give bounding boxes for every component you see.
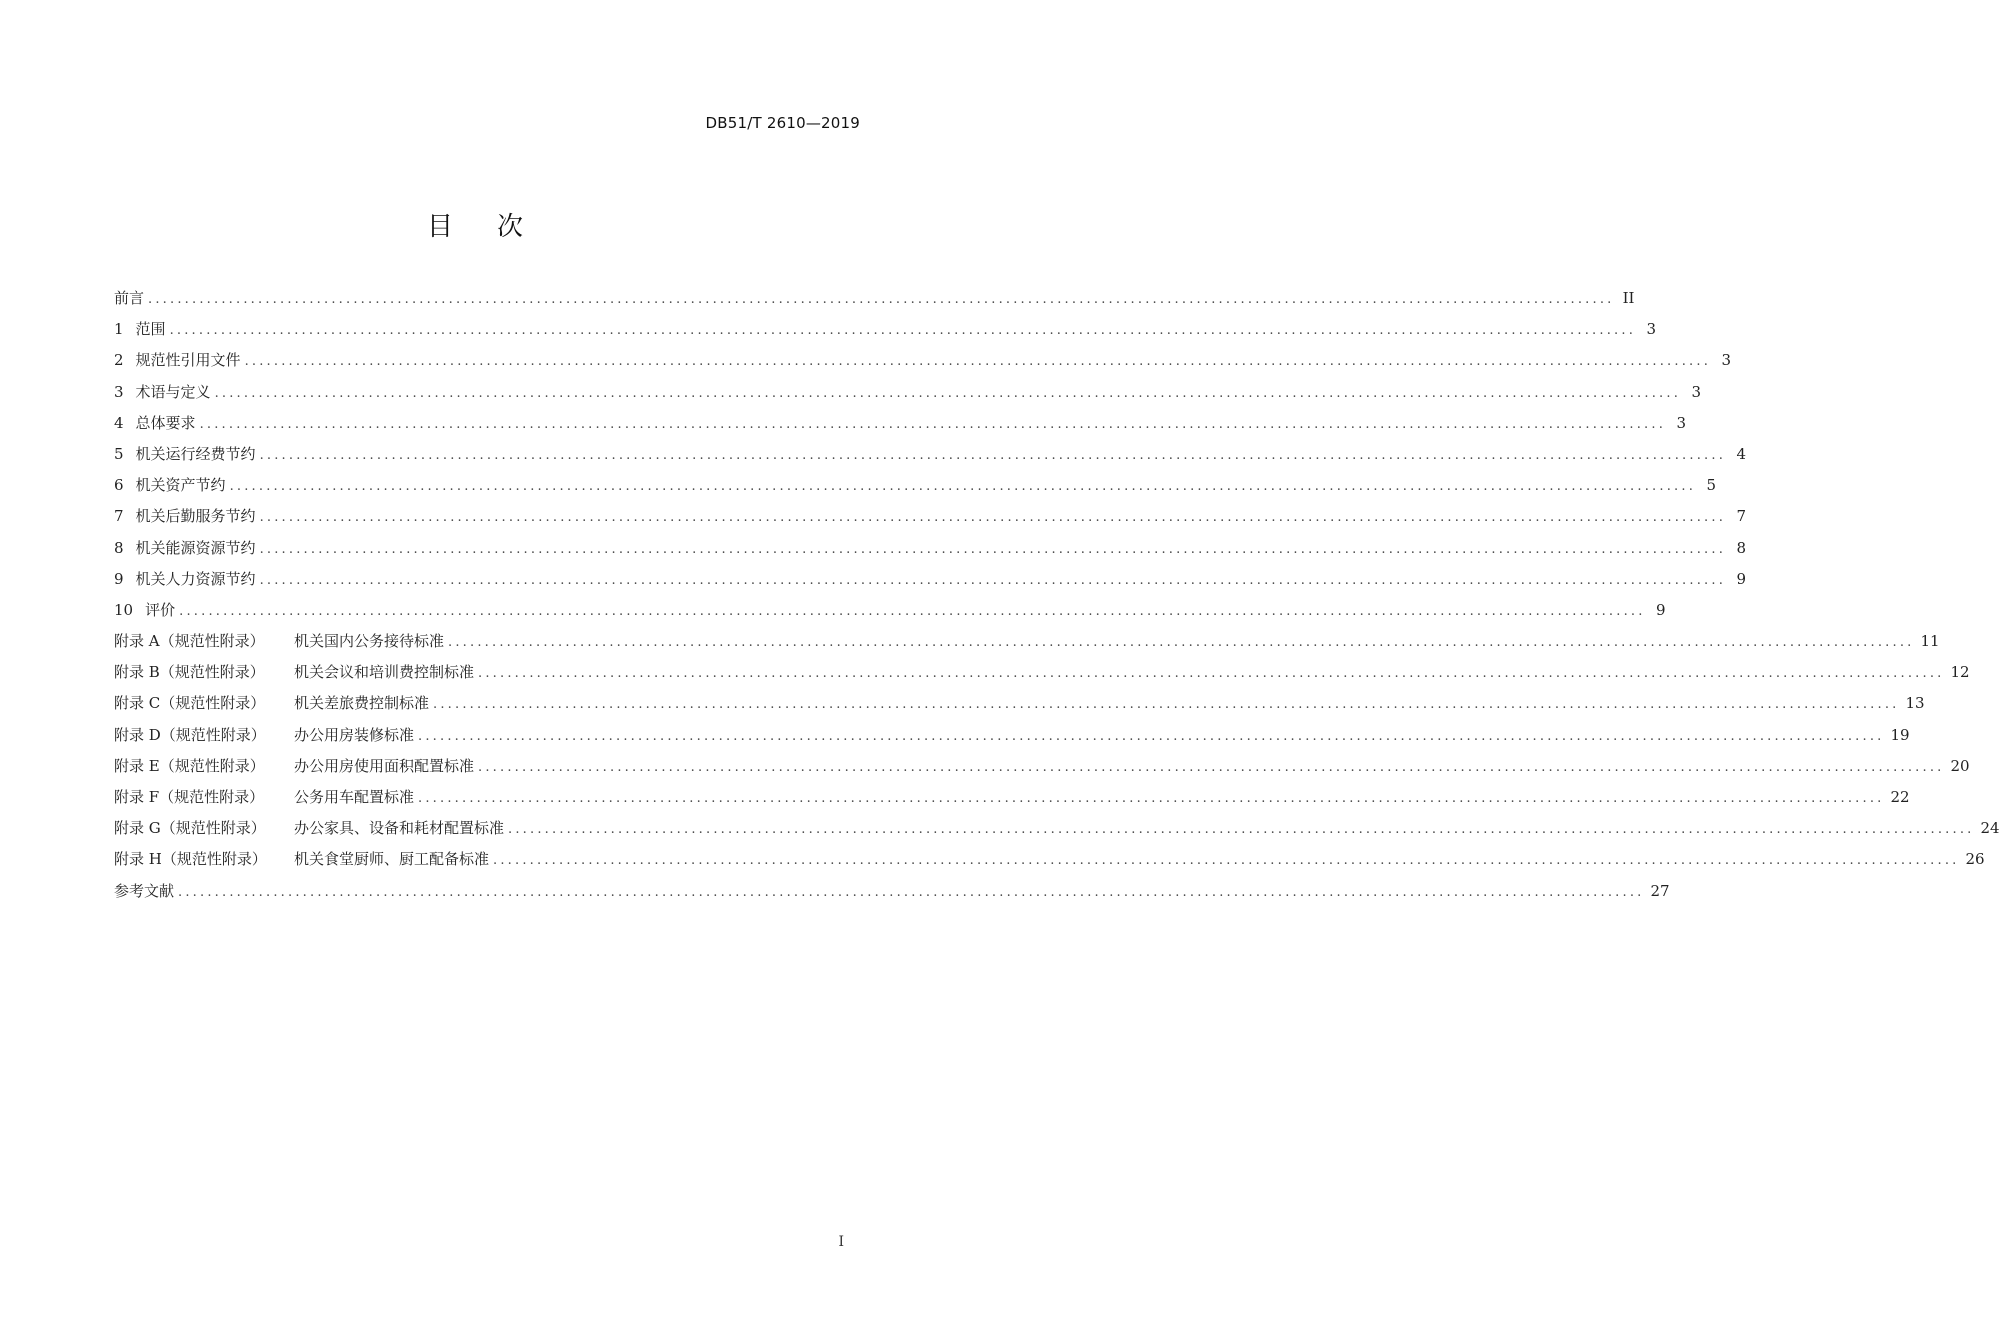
toc-entry-page: 24 bbox=[1980, 819, 2000, 838]
dot-leader: ........................................................................................................................................................................................................ bbox=[418, 791, 1885, 806]
dot-leader: ........................................................................................................................................................................................................ bbox=[508, 822, 1975, 838]
toc-entry-text bbox=[114, 283, 144, 314]
dot-leader: ........................................................................................................................................................................................................ bbox=[259, 447, 1727, 463]
toc-entry[interactable] bbox=[114, 844, 1985, 875]
toc-entry-label: 评价 bbox=[145, 600, 176, 619]
toc-entry-label: 总体要求 bbox=[135, 413, 196, 432]
dot-leader: ........................................................................................................................................................................................................ bbox=[478, 666, 1945, 682]
toc-entry-text bbox=[114, 751, 474, 782]
toc-entry-label: 办公用房装修标准 bbox=[294, 725, 415, 744]
toc-entry-annex-prefix: 附录 E（规范性附录） bbox=[114, 756, 265, 775]
dot-leader: ........................................................................................................................................................................................................ bbox=[169, 323, 1637, 339]
toc-entry-page: 3 bbox=[1646, 320, 1657, 339]
toc-entry-text bbox=[114, 688, 429, 719]
dot-leader: ........................................................................................................................................................................................................ bbox=[259, 572, 1727, 588]
toc-entry-number: 2 bbox=[114, 351, 124, 370]
toc-entry-number: 7 bbox=[114, 507, 124, 526]
toc-entry-label: 机关会议和培训费控制标准 bbox=[294, 663, 475, 682]
toc-entry-page: 5 bbox=[1706, 476, 1717, 495]
toc-entry-number: 6 bbox=[114, 476, 124, 495]
toc-entry[interactable] bbox=[114, 813, 2000, 844]
toc-entry-text bbox=[114, 720, 414, 751]
toc-entry-text bbox=[114, 657, 474, 688]
toc-entry-annex-prefix: 附录 B（规范性附录） bbox=[114, 663, 265, 682]
toc-entry-page: 22 bbox=[1890, 788, 1910, 806]
dot-leader: ........................................................................................................................................................................................................ bbox=[259, 541, 1727, 557]
toc-entry-label: 机关能源资源节约 bbox=[135, 538, 256, 557]
toc-entry-text bbox=[114, 501, 256, 532]
toc-entry-text bbox=[114, 595, 175, 626]
toc-entry[interactable] bbox=[114, 345, 1732, 376]
toc-entry-text bbox=[114, 439, 256, 470]
toc-entry-text bbox=[114, 408, 196, 439]
toc-entry-label: 办公家具、设备和耗材配置标准 bbox=[294, 819, 505, 838]
dot-leader: ........................................................................................................................................................................................................ bbox=[259, 510, 1727, 526]
dot-leader: ........................................................................................................................................................................................................ bbox=[244, 354, 1712, 370]
toc-entry[interactable] bbox=[114, 782, 1910, 813]
toc-title: 目次 bbox=[426, 212, 567, 242]
dot-leader: ........................................................................................................................................................................................................ bbox=[493, 853, 1960, 869]
toc-entry[interactable] bbox=[114, 408, 1687, 439]
toc-entry[interactable] bbox=[114, 283, 1635, 314]
toc-entry-page: 7 bbox=[1736, 507, 1747, 526]
toc-entry-label: 机关差旅费控制标准 bbox=[294, 694, 430, 713]
toc-entry-text bbox=[114, 844, 489, 875]
dot-leader: ........................................................................................................................................................................................................ bbox=[433, 697, 1900, 713]
toc-entry[interactable] bbox=[114, 314, 1657, 345]
toc-entry-page: 3 bbox=[1676, 413, 1687, 432]
toc-entry-page: 11 bbox=[1920, 632, 1940, 651]
toc-entry-page: 3 bbox=[1691, 382, 1702, 401]
toc-entry[interactable] bbox=[114, 439, 1747, 470]
toc-entry-label: 范围 bbox=[135, 320, 166, 339]
toc-entry-text bbox=[114, 813, 504, 844]
toc-entry-number: 4 bbox=[114, 413, 124, 432]
dot-leader: ........................................................................................................................................................................................................ bbox=[229, 479, 1697, 495]
toc-entry-number: 8 bbox=[114, 538, 124, 557]
table-of-contents bbox=[114, 283, 2000, 907]
dot-leader: ........................................................................................................................................................................................................ bbox=[179, 603, 1646, 619]
toc-entry-label: 机关资产节约 bbox=[135, 476, 226, 495]
toc-entry-number: 10 bbox=[114, 600, 134, 619]
toc-entry-label: 机关食堂厨师、厨工配备标准 bbox=[294, 850, 490, 869]
dot-leader: ........................................................................................................................................................................................................ bbox=[178, 884, 1645, 900]
toc-entry-annex-prefix: 附录 D（规范性附录） bbox=[114, 725, 266, 744]
toc-entry[interactable] bbox=[114, 751, 1970, 782]
toc-entry-label: 参考文献 bbox=[114, 881, 175, 900]
toc-entry[interactable] bbox=[114, 533, 1747, 564]
dot-leader: ........................................................................................................................................................................................................ bbox=[478, 759, 1945, 775]
toc-entry-text bbox=[114, 314, 166, 345]
toc-entry-text bbox=[114, 876, 174, 907]
toc-entry-page: II bbox=[1622, 289, 1635, 307]
toc-entry-text bbox=[114, 626, 444, 657]
toc-entry-page: 27 bbox=[1650, 881, 1670, 900]
toc-entry-page: 13 bbox=[1905, 694, 1925, 713]
toc-entry[interactable] bbox=[114, 720, 1910, 751]
toc-entry-text bbox=[114, 782, 414, 813]
toc-entry[interactable] bbox=[114, 595, 1666, 626]
toc-entry-annex-prefix: 附录 A（规范性附录） bbox=[114, 632, 265, 651]
toc-entry-number: 1 bbox=[114, 320, 124, 339]
toc-entry-number: 5 bbox=[114, 444, 124, 463]
toc-entry-annex-prefix: 附录 H（规范性附录） bbox=[114, 850, 267, 869]
toc-entry-number: 3 bbox=[114, 382, 124, 401]
toc-entry-label: 机关后勤服务节约 bbox=[135, 507, 256, 526]
dot-leader: ........................................................................................................................................................................................................ bbox=[418, 728, 1885, 744]
toc-entry-label: 办公用房使用面积配置标准 bbox=[294, 756, 475, 775]
toc-entry-text bbox=[114, 345, 241, 376]
toc-entry-label: 前言 bbox=[114, 289, 145, 307]
toc-entry-annex-prefix: 附录 C（规范性附录） bbox=[114, 694, 266, 713]
toc-entry[interactable] bbox=[114, 657, 1970, 688]
toc-entry-page: 9 bbox=[1736, 569, 1747, 588]
dot-leader: ........................................................................................................................................................................................................ bbox=[148, 292, 1615, 307]
page-number: I bbox=[838, 1234, 844, 1250]
toc-entry-label: 机关运行经费节约 bbox=[135, 444, 256, 463]
dot-leader: ........................................................................................................................................................................................................ bbox=[199, 416, 1667, 432]
toc-entry[interactable] bbox=[114, 626, 1940, 657]
toc-entry-page: 3 bbox=[1721, 351, 1732, 370]
toc-entry-label: 机关国内公务接待标准 bbox=[294, 632, 445, 651]
toc-entry-label: 规范性引用文件 bbox=[135, 351, 241, 370]
toc-entry-page: 19 bbox=[1890, 725, 1910, 744]
toc-entry[interactable] bbox=[114, 876, 1670, 907]
toc-entry-text bbox=[114, 470, 226, 501]
toc-entry-page: 26 bbox=[1965, 850, 1985, 869]
toc-entry-label: 机关人力资源节约 bbox=[135, 569, 256, 588]
toc-entry-annex-prefix: 附录 G（规范性附录） bbox=[114, 819, 266, 838]
toc-entry-annex-prefix: 附录 F（规范性附录） bbox=[114, 788, 265, 806]
dot-leader: ........................................................................................................................................................................................................ bbox=[214, 385, 1682, 401]
toc-entry-number: 9 bbox=[114, 569, 124, 588]
toc-entry[interactable] bbox=[114, 377, 1702, 408]
toc-entry-page: 12 bbox=[1950, 663, 1970, 682]
toc-entry-text bbox=[114, 533, 256, 564]
toc-entry[interactable] bbox=[114, 470, 1717, 501]
toc-entry[interactable] bbox=[114, 564, 1747, 595]
dot-leader: ........................................................................................................................................................................................................ bbox=[448, 635, 1915, 651]
toc-entry-text bbox=[114, 377, 211, 408]
document-code: DB51/T 2610—2019 bbox=[705, 114, 860, 132]
toc-entry[interactable] bbox=[114, 501, 1747, 532]
toc-entry-label: 术语与定义 bbox=[135, 382, 211, 401]
toc-entry[interactable] bbox=[114, 688, 1925, 719]
toc-entry-page: 4 bbox=[1736, 444, 1747, 463]
toc-entry-page: 8 bbox=[1736, 538, 1747, 557]
toc-entry-text bbox=[114, 564, 256, 595]
toc-entry-page: 20 bbox=[1950, 756, 1970, 775]
toc-entry-label: 公务用车配置标准 bbox=[294, 788, 415, 806]
toc-entry-page: 9 bbox=[1656, 600, 1666, 619]
